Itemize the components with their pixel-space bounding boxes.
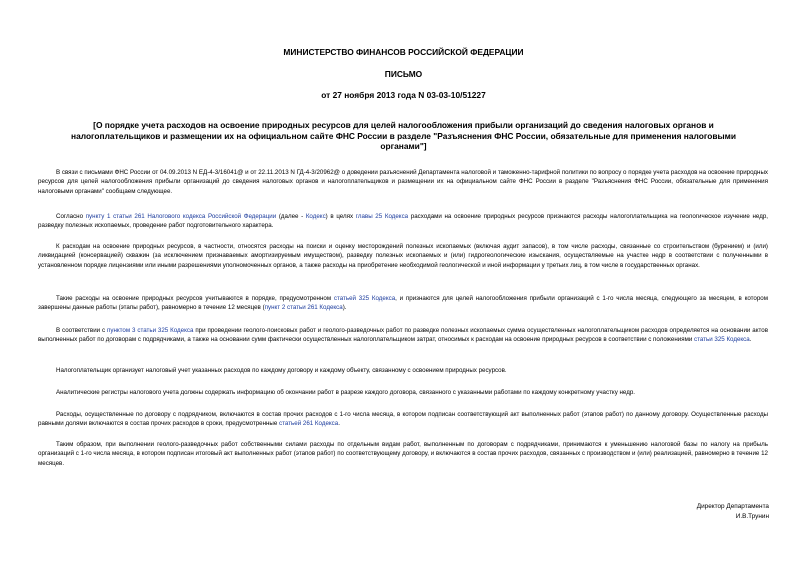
link-chapter-25[interactable]: главы 25 Кодекса [355,213,409,220]
paragraph-registers: Аналитические регистры налогового учета должны содержать информацию об окончании работ в разрезе каждого договора, связанного с указанными работами по каждому конкретному участку недр. [56,389,636,396]
paragraph-conclusion: Таким образом, при выполнении геолого-разведочных работ собственными силами расходы по отдельным видам работ, выполненным по договорам с подрядчиками, принимаются к уменьшению налоговой базы по налогу на прибыль организаций с 1-го числа месяца, в котором подписан итоговый акт выполненных работ (этапов работ) по соответствующему договору, и включаются в состав прочих расходов, связанных с производством и (или) реализацией, равномерно в течение 12 месяцев. [38,441,768,467]
signature-position: Директор Департамента [696,503,769,510]
doc-type: ПИСЬМО [384,69,423,79]
paragraph-geology-works: В соответствии с пунктом 3 статьи 325 Кодекса при проведении геолого-поисковых работ и геолого-разведочных работ по разведке полезных ископаемых сумма осуществленных налогоплательщиком расходов определяется на основании актов выполненных работ по договорам с подрядчиками, а также на основании сумм фактически осуществленных налогоплательщиком затрат, относимых к расходам на освоение природных ресурсов в соответствии с положениями статьи 325 Кодекса. [38,327,768,344]
signature-name: И.В.Трунин [735,513,769,520]
link-code[interactable]: Кодекс [305,213,326,220]
link-article-325[interactable]: статьей 325 Кодекса [333,295,396,302]
link-article-261-p1[interactable]: пункту 1 статьи 261 Налогового кодекса Российской Федерации [85,213,277,220]
paragraph-tax-accounting: Налогоплательщик организует налоговый учет указанных расходов по каждому договору и каждому объекту, связанному с освоением природных ресурсов. [56,367,507,374]
paragraph-contractor-expenses: Расходы, осуществленные по договору с подрядчиком, включаются в состав прочих расходов с 1-го числа месяца, в котором подписан соответствующий акт выполненных работ (этапов работ) по данному договору. Осуществленные расходы равными долями включаются в состав прочих расходов в сроки, предусмотренные статьей 261 Кодекса. [38,411,768,428]
link-article-325-p3[interactable]: пунктом 3 статьи 325 Кодекса [107,327,194,334]
ministry-heading: МИНИСТЕРСТВО ФИНАНСОВ РОССИЙСКОЙ ФЕДЕРАЦИИ [283,47,524,57]
paragraph-recognition: Такие расходы на освоение природных ресурсов учитываются в порядке, предусмотренном статьей 325 Кодекса, и признаются для целей налогообложения прибыли организаций с 1-го числа месяца, следующего за месяцем, в котором завершены данные работы (этапы работ), равномерно в течение 12 месяцев (пункт 2 статьи 261 Кодекса). [38,295,769,312]
link-article-261[interactable]: статьей 261 Кодекса [279,420,339,428]
link-article-261-p2[interactable]: пункт 2 статьи 261 Кодекса [264,304,343,312]
document-title: [О порядке учета расходов на освоение природных ресурсов для целей налогообложения прибыли организаций до сведения налоговых органов и налогоплательщиков и размещении их на официальном сайте ФНС России в разделе "Разъяснения ФНС России, обязательные для применения налоговыми органами"] [71,120,736,151]
paragraph-expense-types: К расходам на освоение природных ресурсов, в частности, относятся расходы на поиски и оценку месторождений полезных ископаемых (включая аудит запасов), в том числе расходы, связанные со строительством (бурением) и (или) ликвидацией (консервацией) скважин (за исключением признаваемых амортизируемым имуществом), разведку полезных ископаемых и (или) гидрогеологические изыскания, осуществляемые на участке недр в соответствии с полученными в установленном порядке лицензиями или иными разрешениями уполномоченных органов, а также расходы на приобретение необходимой геологической и иной информации у третьих лиц, в том числе в государственных органах. [38,243,768,269]
link-article-325-positions[interactable]: статьи 325 Кодекса [694,336,750,344]
paragraph-intro: В связи с письмами ФНС России от 04.09.2013 N ЕД-4-3/16041@ и от 22.11.2013 N ГД-4-3/20962@ о доведении разъяснений Департамента налоговой и таможенно-тарифной политики по вопросу о порядке учета расходов на освоение природных ресурсов для целей налогообложения прибыли организаций до сведения налоговых органов и налогоплательщиков и размещении их на официальном сайте ФНС России в разделе "Разъяснения ФНС России, обязательные для применения налоговыми органами" сообщаем следующее. [38,169,768,195]
paragraph-definition: Согласно пункту 1 статьи 261 Налогового кодекса Российской Федерации (далее - Кодекс) в целях главы 25 Кодекса расходами на освоение природных ресурсов признаются расходы налогоплательщика на геологическое изучение недр, разведку полезных ископаемых, проведение работ подготовительного характера. [38,213,768,230]
date-number: от 27 ноября 2013 года N 03-03-10/51227 [321,90,486,100]
